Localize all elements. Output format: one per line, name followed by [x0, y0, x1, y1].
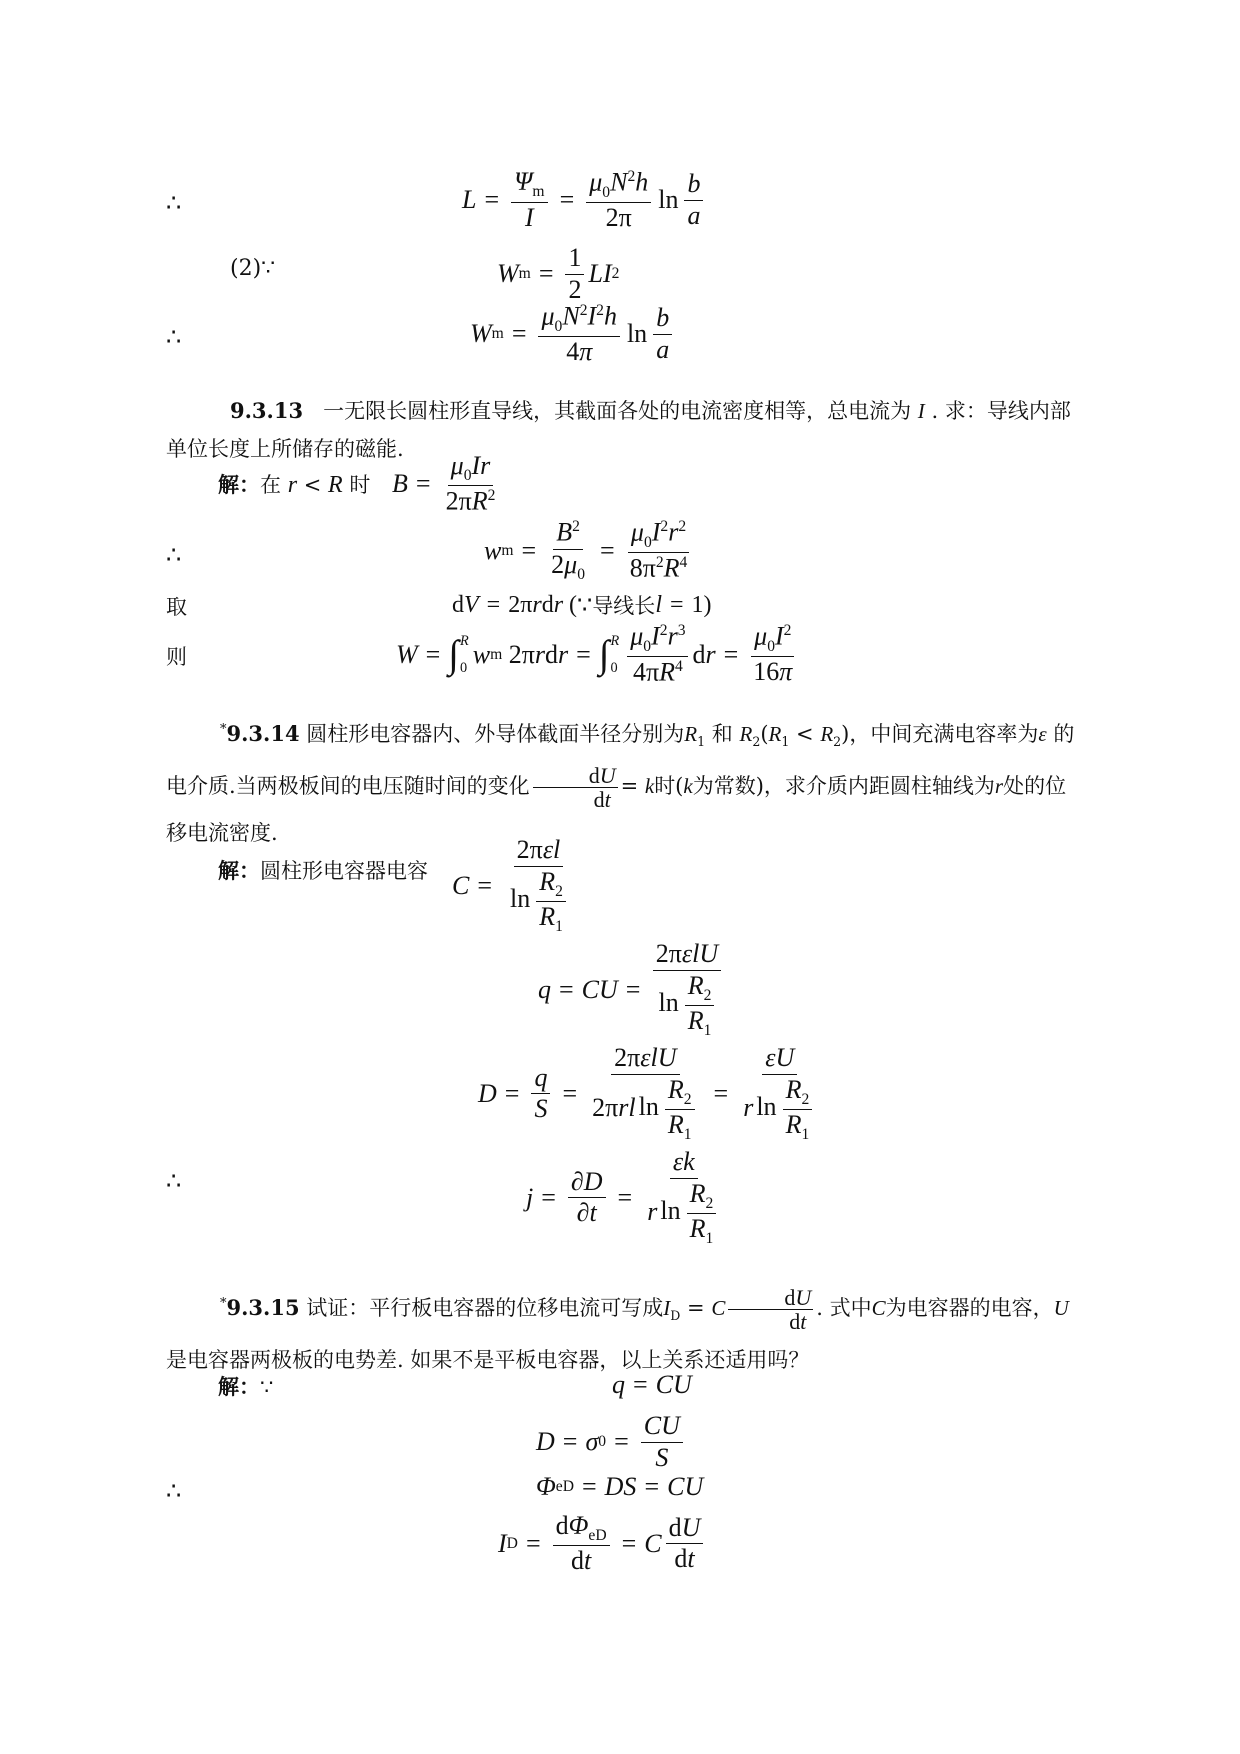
- problem-text-e: 时(: [654, 774, 684, 799]
- problem-9-3-15-statement: *9.3.15 试证：平行板电容器的位移电流可写成$I_D = C$ $\frac{dU}{dt}$ . 式中C为电容器的电容，U 是电容器两极板的电势差. 如果不是平板电容器，以上关系还适用吗？: [166, 1284, 1069, 1373]
- equation-magnetic-energy-2: W m = $\frac{\mu_0N^2I^2h}{4\pi}$ ln $\frac{b}{a}$: [470, 302, 676, 367]
- equation-flux: Φ eD = DS = CU: [536, 1472, 704, 1501]
- problem-text-c: 为电容器的电容，: [885, 1296, 1054, 1320]
- problem-text-a: 圆柱形电容器内、外导体截面半径分别为: [306, 722, 685, 746]
- problem-text-a: 试证：平行板电容器的位移电流可写成: [306, 1296, 664, 1320]
- dv-note: 导线长: [592, 594, 656, 618]
- solution-label: 解：: [218, 1374, 260, 1399]
- equation-energy-density: w m = $\frac{B^2}{2\mu_0}$ = $\frac{\mu_0I^2r^2}{8\pi^2R^4}$: [484, 517, 688, 583]
- because-symbol: ∵: [577, 592, 593, 619]
- problem-number: 9.3.15: [226, 1295, 300, 1320]
- problem-text-f: 为常数)，求介质内距圆柱轴线为: [692, 774, 995, 799]
- problem-text-b: 和: [711, 722, 733, 746]
- problem-text-g: 处的位移电流密度.: [166, 774, 1067, 846]
- equation-inductance: L = $\frac{\Psi_m}{I}$ = $\frac{\mu_0N^2h}{2\pi}$ ln $\frac{b}{a}$: [462, 168, 707, 233]
- problem-text-d: 是电容器两极板的电势差. 如果不是平板电容器，以上关系还适用吗？: [166, 1348, 810, 1373]
- condition-prefix: 在: [260, 473, 281, 497]
- part2-because: (2)∵: [230, 256, 276, 281]
- equation-magnetic-energy-1: W m = $\frac{1}{2}$ LI 2: [497, 243, 620, 304]
- solution-line-15: [218, 1372, 273, 1402]
- optional-star: *: [220, 1296, 227, 1311]
- optional-star: *: [220, 722, 227, 737]
- take-label: 取: [166, 595, 187, 619]
- therefore-symbol-2: ∴: [166, 323, 182, 351]
- problem-number: 9.3.14: [226, 721, 300, 746]
- therefore-symbol-4: ∴: [166, 1167, 182, 1195]
- equation-capacitance: C = 2πεl ln $\frac{R_2}{R_1}$: [452, 836, 577, 935]
- problem-text: 一无限长圆柱形直导线，其截面各处的电流密度相等，总电流为: [323, 399, 912, 423]
- solution-line-14: [218, 856, 428, 886]
- equation-B-field: B = $\frac{\mu_0Ir}{2\pi R^2}$: [392, 451, 496, 516]
- equation-charge: q = CU = 2πεlU ln $\frac{R_2}{R_1}$: [538, 940, 725, 1039]
- solution-line-13: 解：在 r < R 时: [218, 472, 371, 498]
- problem-text-b: . 式中: [816, 1296, 872, 1320]
- equation-volume-element: d V = 2π r d r ( ∵ 导线长 l = 1): [452, 591, 712, 619]
- problem-text-tail: . 求：导线内部单位长度上所储存的磁能.: [166, 399, 1071, 461]
- equation-displacement-D: D = $\frac{q}{S}$ = 2πεlU 2πrl ln $\frac{R_2}{R_1}$ = εU r ln $\frac{R_2}{R_1}$: [478, 1044, 823, 1143]
- then-label: 则: [166, 645, 187, 669]
- problem-text-d: 的电介质.当两极板间的电压随时间的变化: [166, 722, 1075, 799]
- problem-9-3-13-statement: 9.3.13 一无限长圆柱形直导线，其截面各处的电流密度相等，总电流为 I . 求：导线内部单位长度上所储存的磁能.: [166, 398, 1071, 461]
- solution-label: 解：: [218, 472, 260, 497]
- because-symbol: ∵: [260, 1375, 274, 1399]
- problem-text-c: ，中间充满电容率为: [849, 722, 1039, 746]
- solution-text: 圆柱形电容器电容: [260, 859, 428, 883]
- equation-current-density: j = $\frac{\partial D}{\partial t}$ = εk r ln $\frac{R_2}{R_1}$: [526, 1148, 727, 1247]
- therefore-symbol-3: ∴: [166, 541, 182, 569]
- equation-total-energy: W = ∫ R 0 w m 2π r d r = ∫ R 0 $\frac{\mu_0I^2r^3}{4\pi R^4}$ d r = $\frac{\mu_0I^2}{16\pi}$: [396, 622, 799, 687]
- therefore-symbol-1: ∴: [166, 189, 182, 217]
- problem-9-3-14-statement: *9.3.14 圆柱形电容器内、外导体截面半径分别为$R_1$ 和 $R_2(R_1 < R_2)$，中间充满电容率为ε 的电介质.当两极板间的电压随时间的变化 $\frac{dU}{dt}$ = k时(k为常数)，求介质内距圆柱轴线为r处的位移电流密度.: [166, 721, 1075, 846]
- therefore-symbol-5: ∴: [166, 1477, 182, 1505]
- problem-number: 9.3.13: [230, 398, 304, 423]
- condition-suffix: 时: [349, 473, 371, 497]
- equation-q-CU: q = CU: [612, 1370, 692, 1399]
- equation-displacement-current: I D = $\frac{d\Phi_{eD}}{dt}$ = C $\frac{dU}{dt}$: [498, 1512, 707, 1576]
- equation-D-sigma: D = σ 0 = $\frac{CU}{S}$: [536, 1412, 687, 1472]
- solution-label: 解：: [218, 858, 260, 883]
